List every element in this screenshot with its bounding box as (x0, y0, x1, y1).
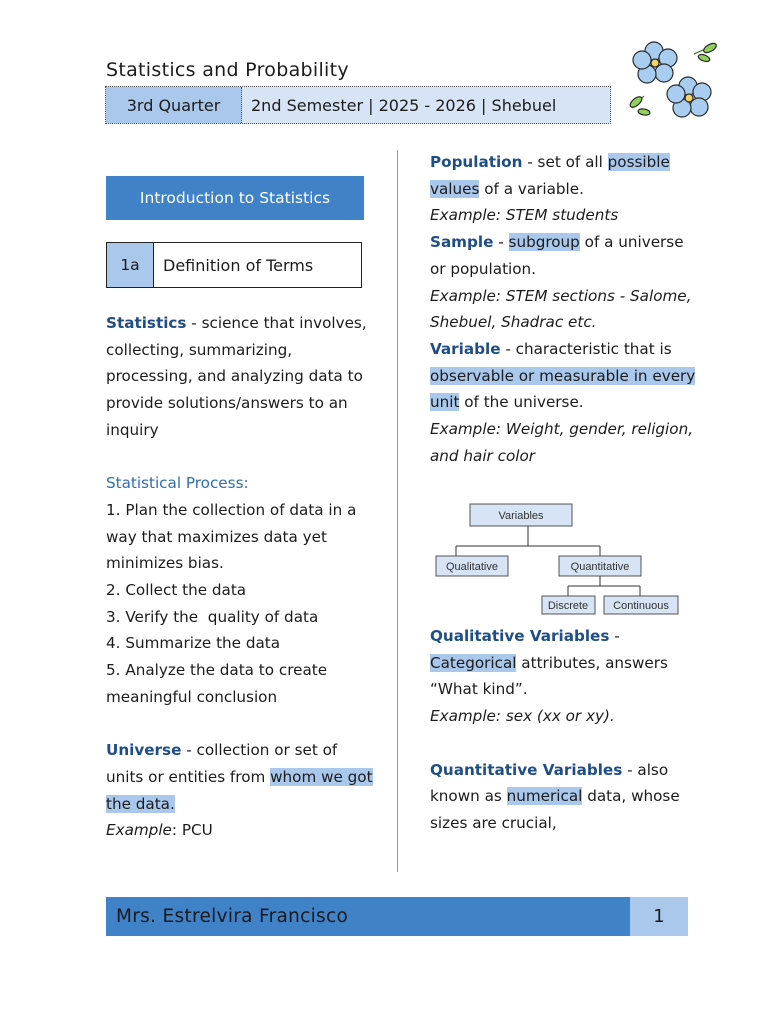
variable-highlight: observable or measurable in every unit (430, 366, 696, 412)
left-column (106, 310, 374, 844)
semester-info: 2nd Semester | 2025 - 2026 | Shebuel (251, 95, 557, 115)
teacher-name: Mrs. Estrelvira Francisco (106, 897, 630, 936)
statistics-keyword: Statistics (106, 314, 187, 332)
qualitative-highlight: Categorical (430, 653, 517, 672)
quarter-label: 3rd Quarter (106, 87, 242, 123)
right-column-lower (430, 623, 698, 837)
universe-keyword: Universe (106, 741, 182, 760)
qualitative-definition: Qualitative Variables - Categorical attributes, answers “What kind”. (430, 627, 668, 699)
process-heading: Statistical Process: (106, 474, 249, 493)
course-title: Statistics and Probability (106, 59, 349, 81)
quantitative-keyword: Quantitative Variables (430, 760, 623, 779)
population-definition: Population - set of all possible values of a variable. (430, 153, 670, 198)
process-step: 5. Analyze the data to create meaningful conclusion (106, 661, 328, 706)
flower-decoration-icon (624, 36, 720, 126)
population-highlight: possible values (430, 153, 670, 198)
term-box (106, 242, 362, 288)
sample-definition: Sample - subgroup of a universe or population. (430, 233, 684, 278)
population-example: Example: STEM students (430, 206, 619, 225)
quantitative-definition: Quantitative Variables - also known as numerical data, whose sizes are crucial, (430, 760, 680, 832)
diagram-root: Variables (498, 510, 544, 522)
diagram-quantitative: Quantitative (570, 561, 630, 573)
quantitative-highlight: numerical (506, 787, 583, 806)
qualitative-keyword: Qualitative Variables (430, 627, 610, 645)
diagram-continuous: Continuous (613, 600, 669, 612)
qualitative-example: Example: sex (xx or xy). (430, 707, 615, 726)
process-step: 3. Verify the quality of data (106, 607, 319, 626)
variable-example: Example: Weight, gender, religion, and hair color (430, 420, 694, 465)
statistics-text: - science that involves, collecting, summarizing, processing, and analyzing data to provide solutions/answers to an inquiry (106, 314, 367, 439)
population-keyword: Population (430, 153, 523, 171)
column-divider (397, 150, 398, 872)
universe-definition (106, 737, 374, 817)
variable-keyword: Variable (430, 339, 501, 358)
section-title: Introduction to Statistics (106, 176, 364, 220)
universe-highlight: whom we got the data. (106, 767, 373, 813)
universe-text: - collection or set of units or entities from (106, 741, 338, 786)
term-title: Definition of Terms (163, 255, 314, 275)
right-column (430, 149, 696, 469)
footer (106, 897, 688, 936)
diagram-discrete: Discrete (547, 600, 589, 612)
process-step: 1. Plan the collection of data in a way that maximizes data yet minimizes bias. (106, 500, 357, 573)
process-step: 4. Summarize the data (106, 634, 281, 653)
sample-example: Example: STEM sections - Salome, Shebuel, Shadrac etc. (430, 286, 692, 332)
diagram-qualitative: Qualitative (446, 561, 498, 573)
statistics-definition (106, 310, 374, 444)
page-number: 1 (630, 897, 688, 936)
term-number: 1a (107, 243, 154, 287)
process-step: 2. Collect the data (106, 581, 247, 600)
sample-highlight: subgroup (508, 233, 580, 252)
universe-example: Example: PCU (106, 821, 213, 840)
sample-keyword: Sample (430, 233, 494, 252)
variable-definition: Variable - characteristic that is observable or measurable in every unit of the universe. (430, 339, 696, 412)
header-bar (105, 86, 611, 124)
variables-tree-diagram (432, 500, 688, 620)
